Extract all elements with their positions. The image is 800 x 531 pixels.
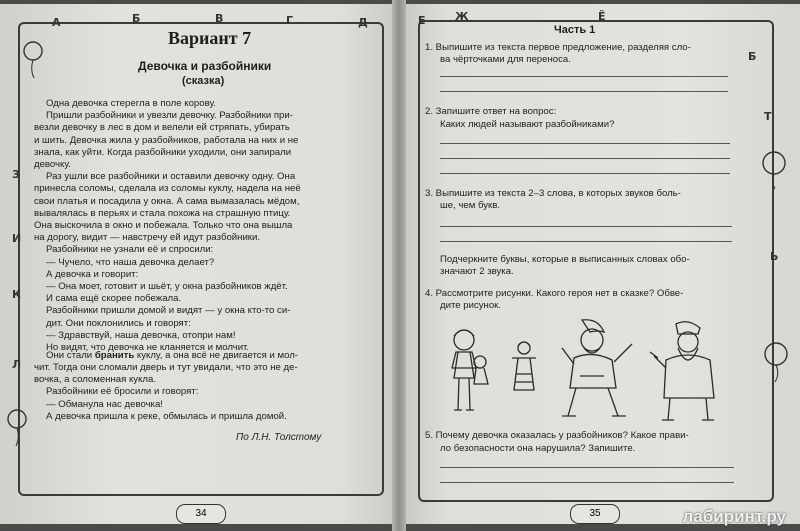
- story-line: знала, как уйти. Когда разбойники уходили, они запирали: [34, 146, 292, 158]
- question-3-line-1: 3. Выпишите из текста 2–3 слова, в которых звуков боль-: [425, 188, 681, 199]
- border-letter: Т: [764, 110, 772, 123]
- question-3-line-2: ше, чем букв.: [440, 200, 500, 211]
- story-line: и шить. Девочка жила у разбойников, работала на них и не: [34, 134, 299, 146]
- question-3b-line-1: Подчеркните буквы, которые в выписанных словах обо-: [440, 254, 690, 265]
- page-number-right: 35: [570, 504, 620, 524]
- story-line: А девочка и говорит:: [46, 268, 139, 280]
- book-gutter: [392, 0, 406, 531]
- border-letter: Б: [748, 50, 757, 63]
- question-1-line-1: 1. Выпишите из текста первое предложение, разделяя сло-: [425, 42, 691, 53]
- story-line: Разбойники не узнали её и спросили:: [46, 244, 214, 256]
- watermark: лабиринт.ру: [682, 507, 786, 526]
- border-letter: Г: [286, 14, 294, 27]
- answer-line: [440, 482, 734, 483]
- border-letter: Е: [418, 14, 426, 27]
- story-line: на дорогу, видит — навстречу ей идут разбойники.: [34, 232, 261, 244]
- question-5-line-2: ло безопасности она нарушила? Запишите.: [440, 443, 636, 454]
- question-2-line-2: Каких людей называют разбойниками?: [440, 119, 615, 130]
- border-letter: К: [12, 288, 21, 301]
- story-line: вывалялась в перьях и стала похожа на страшную птицу.: [34, 207, 291, 219]
- old-robber-icon: [650, 322, 714, 420]
- story-line: дит. Они поклонились и говорят:: [46, 317, 191, 329]
- straw-doll-icon: [512, 342, 536, 390]
- story-line: — Она моет, готовит и шьёт, у окна разбойников ждёт.: [46, 281, 288, 292]
- question-1-line-2: ва чёрточками для переноса.: [440, 54, 571, 65]
- answer-line: [440, 91, 728, 92]
- story-line: девочку.: [34, 159, 71, 170]
- border-letter: И: [12, 232, 22, 245]
- answer-line: [440, 76, 728, 77]
- story-line: Разбойники её бросили и говорят:: [46, 386, 199, 398]
- border-letter: Ж: [455, 10, 469, 23]
- story-line-end: куклу, а она всё не двигается и мол-: [134, 350, 298, 361]
- border-letter: А: [52, 16, 61, 29]
- bold-word: бранить: [94, 350, 135, 361]
- story-line: Раз ушли все разбойники и оставили девочку одну. Она: [46, 171, 296, 183]
- story-line: Но видят, что девочка не кланяется и молчит.: [46, 342, 250, 353]
- answer-line: [440, 158, 730, 159]
- border-letter: Ё: [598, 10, 606, 23]
- border-letter: В: [215, 12, 224, 25]
- border-letter: З: [12, 168, 20, 181]
- question-2-line-1: 2. Запишите ответ на вопрос:: [425, 106, 557, 117]
- balloon-icon: [762, 340, 792, 384]
- author-credit: По Л.Н. Толстому: [236, 432, 322, 443]
- balloon-icon: [22, 40, 44, 80]
- story-line: принесла соломы, сделала из соломы куклу, надела на неё: [34, 183, 301, 195]
- answer-line: [440, 241, 732, 242]
- variant-title: Вариант 7: [168, 28, 252, 48]
- answer-line: [440, 226, 732, 227]
- answer-line: [440, 143, 730, 144]
- question-4-line-2: дите рисунок.: [440, 300, 502, 311]
- story-line: Пришли разбойники и увезли девочку. Разбойники при-: [46, 110, 293, 122]
- question-3b-line-2: значают 2 звука.: [440, 266, 514, 277]
- robber-icon: [562, 320, 632, 416]
- story-line: [46, 350, 298, 362]
- story-line: Она выскочила в окно и побежала. Только что она вышла: [34, 220, 293, 231]
- page-number-left: 34: [176, 504, 226, 524]
- story-line: Одна девочка стерегла в поле корову.: [46, 98, 216, 109]
- question-5-line-1: 5. Почему девочка оказалась у разбойников? Какое прави-: [425, 430, 689, 441]
- girl-with-doll-icon: [452, 330, 488, 410]
- border-letter: Б: [132, 12, 141, 25]
- story-line: А девочка пришла к реке, обмылась и пришла домой.: [46, 410, 287, 422]
- border-letter: Д: [358, 16, 368, 29]
- story-line: И сама ещё скорее побежала.: [46, 293, 182, 305]
- answer-line: [440, 173, 730, 174]
- story-line: вочка, а соломенная кукла.: [34, 374, 156, 386]
- story-line: — Здравствуй, наша девочка, отопри нам!: [46, 329, 236, 341]
- story-line: везли девочку в лес в дом и велели ей стряпать, убирать: [34, 122, 290, 134]
- story-line-start: Они стали: [46, 350, 95, 361]
- part-title: Часть 1: [554, 24, 596, 36]
- story-line: свои платья и посадила у окна. А сама вымазалась мёдом,: [34, 195, 300, 207]
- balloon-icon: [6, 408, 28, 448]
- story-line: Разбойники пришли домой и видят — у окна кто-то си-: [46, 305, 291, 317]
- border-letter: Л: [12, 358, 22, 371]
- story-line: — Обманула нас девочка!: [46, 398, 163, 410]
- balloon-icon: [760, 150, 790, 190]
- story-line: — Чучело, что наша девочка делает?: [46, 256, 215, 268]
- characters-illustration: [442, 318, 742, 426]
- story-title: Девочка и разбойники: [138, 59, 272, 73]
- answer-line: [440, 467, 734, 468]
- border-letter: Ь: [770, 250, 779, 263]
- story-subtitle: (сказка): [182, 75, 225, 87]
- question-4-line-1: 4. Рассмотрите рисунки. Какого героя нет в сказке? Обве-: [425, 288, 684, 299]
- story-line: чит. Тогда они сломали дверь и тут увидали, что это не де-: [34, 362, 298, 373]
